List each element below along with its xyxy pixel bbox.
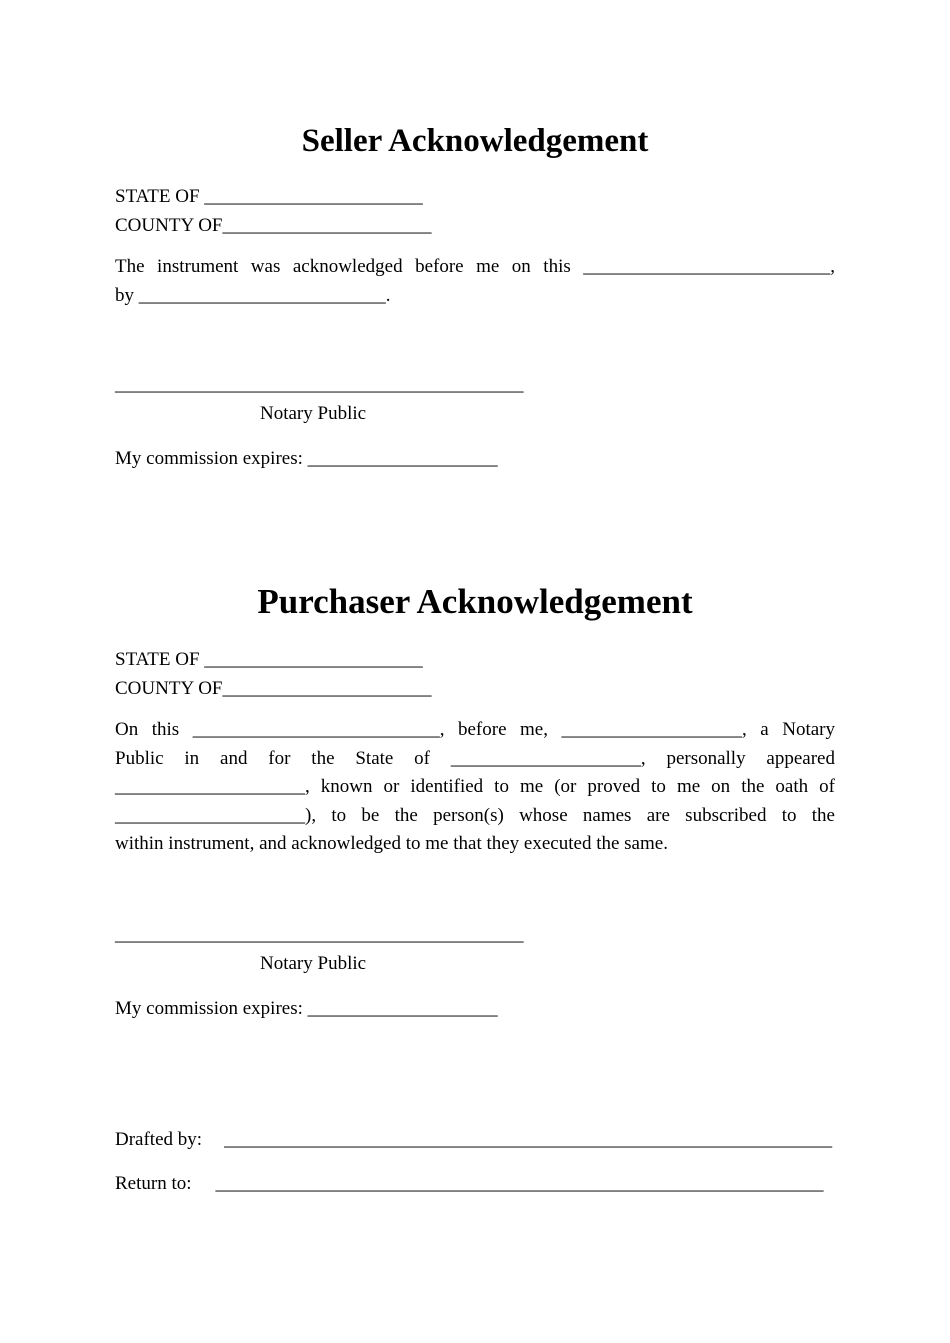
seller-state-of-line: STATE OF _______________________	[115, 186, 423, 207]
drafted-by-label: Drafted by:	[115, 1129, 203, 1150]
return-to-row	[115, 1173, 835, 1195]
seller-commission-expires-line: My commission expires: ____________________	[115, 448, 498, 469]
purchaser-section-title: Purchaser Acknowledgement	[257, 582, 693, 621]
seller-paragraph-line: The instrument was acknowledged before me on this __________________________,	[115, 256, 835, 277]
notary-public-caption: Notary Public	[260, 953, 367, 974]
seller-notary-signature-line: ___________________________________________	[115, 374, 524, 395]
purchaser-paragraph-line: ____________________), to be the person(s) whose names are subscribed to the	[115, 804, 835, 826]
notary-public-caption: Notary Public	[260, 403, 367, 424]
seller-acknowledgement-paragraph	[115, 253, 835, 310]
seller-paragraph-line: by __________________________.	[115, 284, 391, 306]
purchaser-commission-expires-line: My commission expires: ____________________	[115, 998, 498, 1019]
purchaser-paragraph-line: within instrument, and acknowledged to me that they executed the same.	[115, 833, 668, 855]
drafted-by-row	[115, 1129, 835, 1151]
purchaser-state-of-line: STATE OF _______________________	[115, 649, 423, 670]
seller-county-of-line: COUNTY OF______________________	[115, 215, 432, 236]
drafted-by-blank-line: ________________________________________________________________	[224, 1129, 833, 1150]
purchaser-paragraph-line: ____________________, known or identified to me (or proved to me on the oath of	[115, 776, 835, 798]
purchaser-paragraph-line: Public in and for the State of ____________________, personally appeared	[115, 747, 835, 769]
purchaser-acknowledgement-paragraph	[115, 716, 835, 859]
purchaser-signature-caption-row	[115, 953, 835, 975]
purchaser-county-of-line: COUNTY OF______________________	[115, 678, 432, 699]
return-to-label: Return to:	[115, 1173, 192, 1194]
return-to-blank-line: ________________________________________________________________	[215, 1173, 824, 1194]
seller-section-title: Seller Acknowledgement	[301, 123, 649, 159]
purchaser-notary-signature-line: ___________________________________________	[115, 924, 524, 945]
purchaser-paragraph-line: On this __________________________, before me, ___________________, a Notary	[115, 719, 835, 740]
seller-signature-caption-row	[115, 403, 835, 425]
